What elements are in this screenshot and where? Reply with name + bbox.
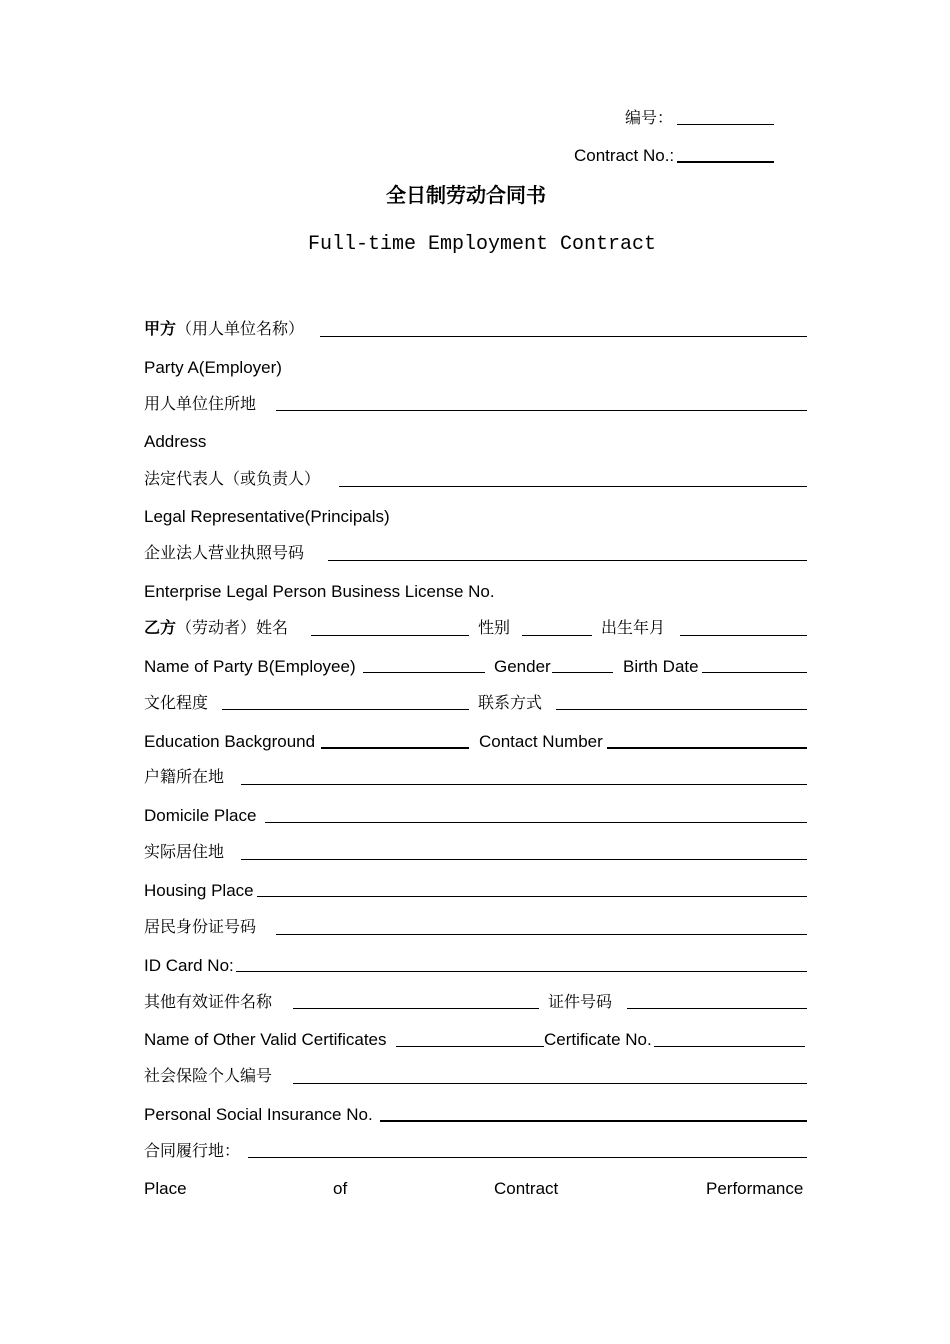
performance-label-cn: 合同履行地： [144, 1141, 241, 1160]
party-a-label-bold: 甲方 [144, 319, 177, 338]
contact-label-cn: 联系方式 [478, 693, 543, 712]
other-cert-field-cn[interactable] [293, 1008, 539, 1009]
party-a-label-cn: （用人单位名称） [176, 319, 305, 338]
other-cert-label-cn: 其他有效证件名称 [144, 992, 273, 1011]
contract-no-field[interactable] [677, 161, 774, 163]
other-cert-field-en[interactable] [396, 1046, 544, 1047]
id-label-cn: 居民身份证号码 [144, 917, 257, 936]
cert-no-field-en[interactable] [654, 1046, 805, 1047]
party-a-label-en: Party A(Employer) [144, 358, 282, 377]
social-ins-field-en[interactable] [380, 1120, 807, 1122]
birth-label-en: Birth Date [623, 657, 699, 676]
performance-word-place: Place [144, 1179, 187, 1198]
address-field[interactable] [276, 410, 807, 411]
social-ins-field-cn[interactable] [293, 1083, 807, 1084]
housing-field-cn[interactable] [241, 859, 807, 860]
number-field-cn[interactable] [677, 124, 774, 125]
domicile-field-cn[interactable] [241, 784, 807, 785]
cert-no-field-cn[interactable] [627, 1008, 807, 1009]
license-field[interactable] [328, 560, 807, 561]
party-b-name-label-cn: （劳动者）姓名 [176, 618, 289, 637]
social-ins-label-cn: 社会保险个人编号 [144, 1066, 273, 1085]
gender-field-en[interactable] [552, 672, 613, 673]
contact-field-cn[interactable] [556, 709, 807, 710]
cert-no-label-en: Certificate No. [544, 1030, 652, 1049]
performance-word-of: of [333, 1179, 348, 1198]
legal-rep-label-cn: 法定代表人（或负责人） [144, 469, 321, 488]
contact-label-en: Contact Number [479, 732, 603, 751]
id-field-cn[interactable] [276, 934, 807, 935]
party-b-label-bold: 乙方 [144, 618, 177, 637]
domicile-label-en: Domicile Place [144, 806, 257, 825]
education-label-en: Education Background [144, 732, 316, 751]
housing-label-cn: 实际居住地 [144, 842, 225, 861]
id-field-en[interactable] [236, 971, 807, 972]
legal-rep-label-en: Legal Representative(Principals) [144, 507, 390, 526]
gender-field-cn[interactable] [522, 635, 592, 636]
party-a-name-field[interactable] [320, 336, 807, 337]
social-ins-label-en: Personal Social Insurance No. [144, 1105, 373, 1124]
gender-label-cn: 性别 [478, 618, 511, 637]
gender-label-en: Gender [494, 657, 551, 676]
party-b-name-field-en[interactable] [363, 672, 485, 673]
education-label-cn: 文化程度 [144, 693, 209, 712]
title-cn: 全日制劳动合同书 [386, 183, 546, 207]
legal-rep-field[interactable] [339, 486, 807, 487]
other-cert-label-en: Name of Other Valid Certificates [144, 1030, 387, 1049]
number-label-cn: 编号： [625, 108, 674, 127]
title-en: Full-time Employment Contract [308, 233, 657, 256]
party-b-name-field-cn[interactable] [311, 635, 469, 636]
domicile-field-en[interactable] [265, 822, 807, 823]
contract-no-label: Contract No.: [574, 146, 675, 165]
birth-label-cn: 出生年月 [601, 618, 666, 637]
performance-word-contract: Contract [494, 1179, 559, 1198]
address-label-cn: 用人单位住所地 [144, 394, 257, 413]
contact-field-en[interactable] [607, 747, 807, 749]
housing-label-en: Housing Place [144, 881, 254, 900]
birth-field-cn[interactable] [680, 635, 807, 636]
education-field-en[interactable] [321, 747, 469, 749]
performance-word-performance: Performance [706, 1179, 804, 1198]
license-label-cn: 企业法人营业执照号码 [144, 543, 305, 562]
cert-no-label-cn: 证件号码 [548, 992, 613, 1011]
license-label-en: Enterprise Legal Person Business License No. [144, 582, 495, 601]
id-label-en: ID Card No: [144, 956, 234, 975]
domicile-label-cn: 户籍所在地 [144, 767, 225, 786]
education-field-cn[interactable] [222, 709, 469, 710]
housing-field-en[interactable] [257, 896, 807, 897]
party-b-name-label-en: Name of Party B(Employee) [144, 657, 356, 676]
birth-field-en[interactable] [702, 672, 807, 673]
performance-field-cn[interactable] [248, 1157, 807, 1158]
address-label-en: Address [144, 432, 207, 451]
